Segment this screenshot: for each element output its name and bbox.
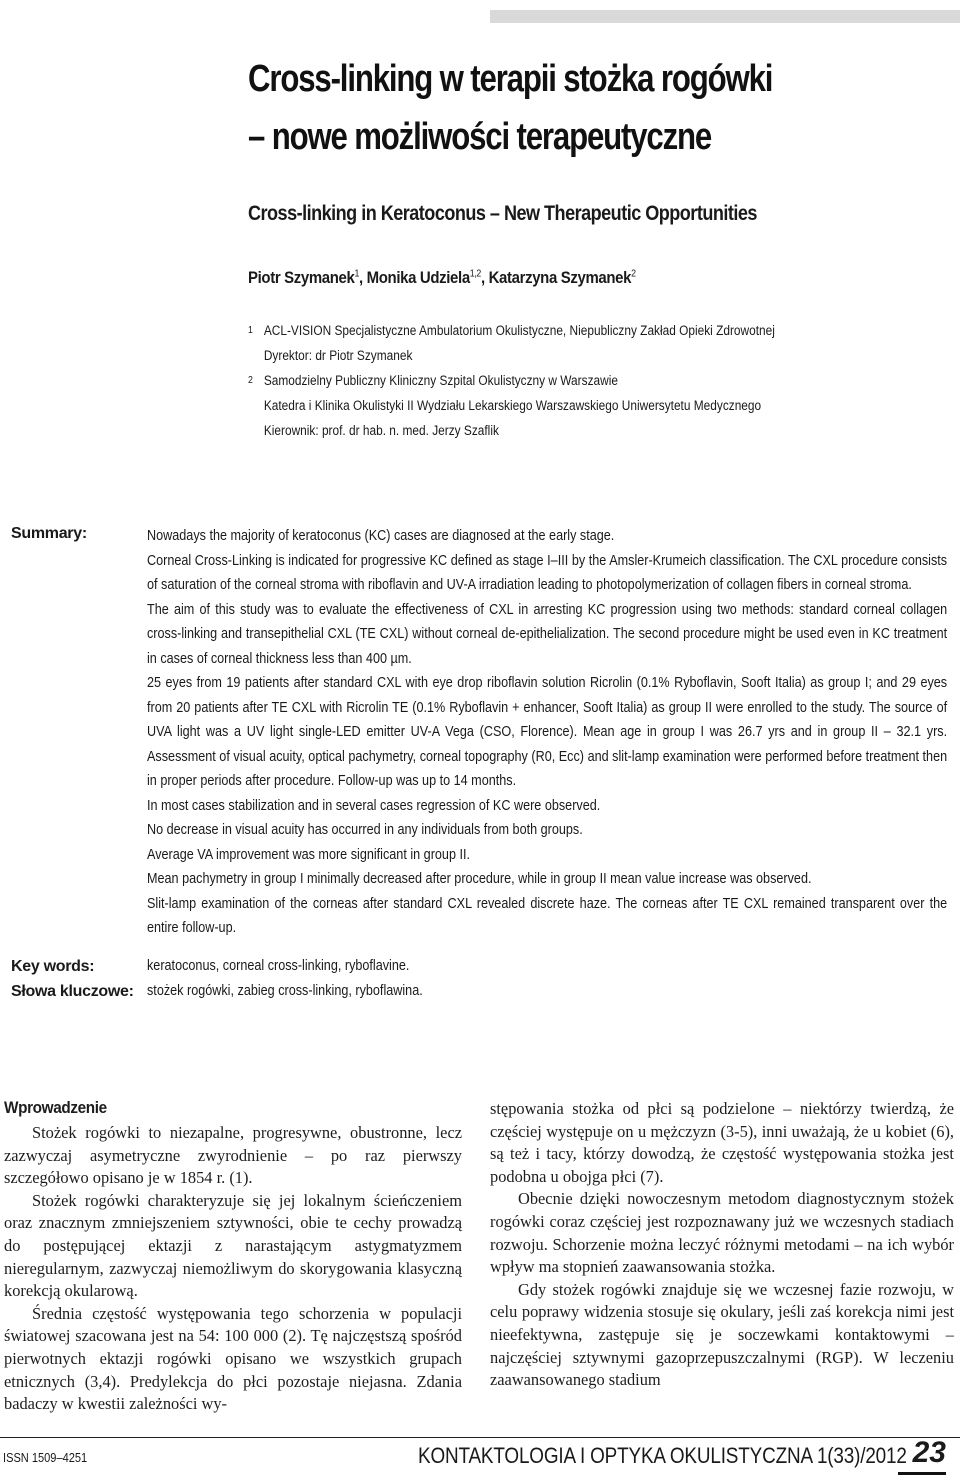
- body-paragraph: Obecnie dzięki nowoczesnym metodom diagnostycznym stożek rogówki coraz częściej jest rozpoznawany już we wczesnych stadiach rozwoju. Schorzenie można leczyć różnymi metodami – na ich wybór wpływ ma stopnień zaawansowania stożka.: [490, 1189, 954, 1277]
- page-number-underline: [898, 1472, 946, 1475]
- summary-paragraph: Mean pachymetry in group I minimally decreased after procedure, while in group II mean value increase was observed.: [147, 871, 812, 887]
- title-line-1: Cross-linking w terapii stożka rogówki: [248, 58, 773, 100]
- affiliation-line: [248, 368, 811, 393]
- footer-divider: [0, 1437, 960, 1438]
- affiliation-text: ACL-VISION Specjalistyczne Ambulatorium Okulistyczne, Niepubliczny Zakład Opieki Zdrowotnej: [263, 323, 775, 338]
- body-paragraph: Średnia częstość występowania tego schorzenia w populacji światowej szacowana jest na 54: 100 000 (2). Tę najczęstszą spośród pierwotnych ektazji rogówki opisano we wszystkich grupach etnicznych (3,4). Predylekcja do płci pozostaje niejasna. Zdania badaczy w kwestii zależności wy-: [4, 1303, 462, 1414]
- keywords-label: Key words:: [11, 958, 95, 975]
- journal-name: KONTAKTOLOGIA I OPTYKA OKULISTYCZNA 1(33)/2012: [418, 1443, 907, 1468]
- keywords-pl-label: Słowa kluczowe:: [11, 983, 134, 1000]
- body-paragraph: Gdy stożek rogówki znajduje się we wczesnej fazie rozwoju, w celu poprawy widzenia stosuje się okulary, jeśli zaś korekcja nimi jest nieefektywna, zastępuje się je soczewkami kontaktowymi – najczęściej sztywnymi gazoprzepuszczalnymi (RGP). W leczeniu zaawansowanego stadium: [490, 1279, 954, 1390]
- issn: ISSN 1509–4251: [3, 1450, 88, 1465]
- body-column-left: [4, 1098, 462, 1416]
- summary-paragraph: Corneal Cross-Linking is indicated for progressive KC defined as stage I–III by the Amsler-Krumeich classification. The CXL procedure consists of saturation of the corneal stroma with riboflavin and UV-A irradiation leading to photopolymerization of collagen fibers in corneal stroma.: [147, 552, 948, 593]
- header-decor-bar: [490, 10, 960, 23]
- summary-paragraph: In most cases stabilization and in several cases regression of KC were observed.: [147, 797, 601, 814]
- author-affil-mark: 1,2: [469, 268, 481, 280]
- summary-paragraph: No decrease in visual acuity has occurred in any individuals from both groups.: [147, 822, 583, 838]
- summary-paragraph: The aim of this study was to evaluate the effectiveness of CXL in arresting KC progression using two methods: standard corneal collagen cross-linking and transepithelial CXL (TE CXL) without corneal de-epithelialization. The second procedure might be used even in KC treatment in cases of corneal thickness less than 400 µm.: [147, 601, 948, 667]
- affiliation-line: [248, 318, 811, 343]
- affiliation-text: Kierownik: prof. dr hab. n. med. Jerzy Szaflik: [263, 423, 499, 438]
- title-line-2: – nowe możliwości terapeutyczne: [248, 116, 712, 158]
- affiliation-text: Samodzielny Publiczny Kliniczny Szpital Okulistyczny w Warszawie: [263, 373, 618, 388]
- summary-paragraph: Average VA improvement was more significant in group II.: [147, 846, 470, 863]
- affiliation-line: [248, 393, 811, 418]
- summary-paragraph: 25 eyes from 19 patients after standard CXL with eye drop riboflavin solution Ricrolin (0.1% Ryboflavin, Sooft Italia) as group I; and 29 eyes from 20 patients after TE CXL with Ricrolin TE (0.1% Ryboflavin + enhancer, Sooft Italia) as group II were enrolled to the study. The source of UVA light was a UV light single-LED emitter UV-A Vega (CSO, Florence). Mean age in group I was 26.7 yrs and in group II – 32.1 yrs. Assessment of visual acuity, optical pachymetry, corneal topography (R0, Ecc) and slit-lamp examination were performed before treatment then in proper periods after procedure. Follow-up was up to 14 months.: [147, 675, 948, 789]
- affiliations: [248, 318, 811, 443]
- summary-paragraph: Slit-lamp examination of the corneas after standard CXL revealed discrete haze. The corneas after TE CXL remained transparent over the entire follow-up.: [147, 895, 948, 936]
- author-affil-mark: 2: [631, 268, 636, 280]
- summary-paragraph: Nowadays the majority of keratoconus (KC) cases are diagnosed at the early stage.: [147, 528, 615, 544]
- affiliation-line: [248, 343, 811, 368]
- body-paragraph: stępowania stożka od płci są podzielone – niektórzy twierdzą, że częściej występuje on u mężczyzn (3-5), inni uważają, że u kobiet (6), są też i tacy, którzy dowodzą, że częstość występowania stożka jest podobna u obojga płci (7).: [490, 1099, 954, 1186]
- affiliation-line: [248, 418, 811, 443]
- keywords-pl-text: stożek rogówki, zabieg cross-linking, ryboflawina.: [147, 983, 423, 999]
- author-name: Monika Udziela: [366, 268, 470, 287]
- author-list: [248, 268, 636, 288]
- keywords-text: keratoconus, corneal cross-linking, ryboflavine.: [147, 958, 410, 974]
- summary-text: [147, 524, 947, 941]
- author-separator: ,: [359, 268, 367, 287]
- author-name: Piotr Szymanek: [248, 268, 355, 287]
- article-title: [248, 50, 822, 166]
- author-separator: ,: [480, 268, 489, 287]
- section-heading: Wprowadzenie: [4, 1098, 107, 1117]
- author-affil-mark: 1: [354, 268, 360, 280]
- body-column-right: [490, 1098, 954, 1392]
- summary-label: Summary:: [11, 525, 87, 542]
- page-number: 23: [912, 1436, 946, 1469]
- affiliation-text: Katedra i Klinika Okulistyki II Wydziału Lekarskiego Warszawskiego Uniwersytetu Medycznego: [263, 398, 762, 413]
- affiliation-text: Dyrektor: dr Piotr Szymanek: [263, 348, 413, 363]
- author-name: Katarzyna Szymanek: [488, 268, 632, 287]
- article-subtitle: Cross-linking in Keratoconus – New Therapeutic Opportunities: [248, 202, 757, 225]
- affiliation-number: 1: [248, 325, 253, 336]
- affiliation-number: 2: [248, 375, 253, 386]
- body-paragraph: Stożek rogówki charakteryzuje się jej lokalnym ścieńczeniem oraz znacznym zmniejszeniem sztywności, obie te cechy prowadzą do postępującej ektazji z narastającym astygmatyzmem nieregularnym, zazwyczaj niemożliwym do skorygowania klasyczną korekcją okularową.: [4, 1190, 462, 1301]
- body-paragraph: Stożek rogówki to niezapalne, progresywne, obustronne, lecz zazwyczaj asymetryczne zwyrodnienie – po raz pierwszy szczegółowo opisano je w 1854 r. (1).: [4, 1123, 462, 1188]
